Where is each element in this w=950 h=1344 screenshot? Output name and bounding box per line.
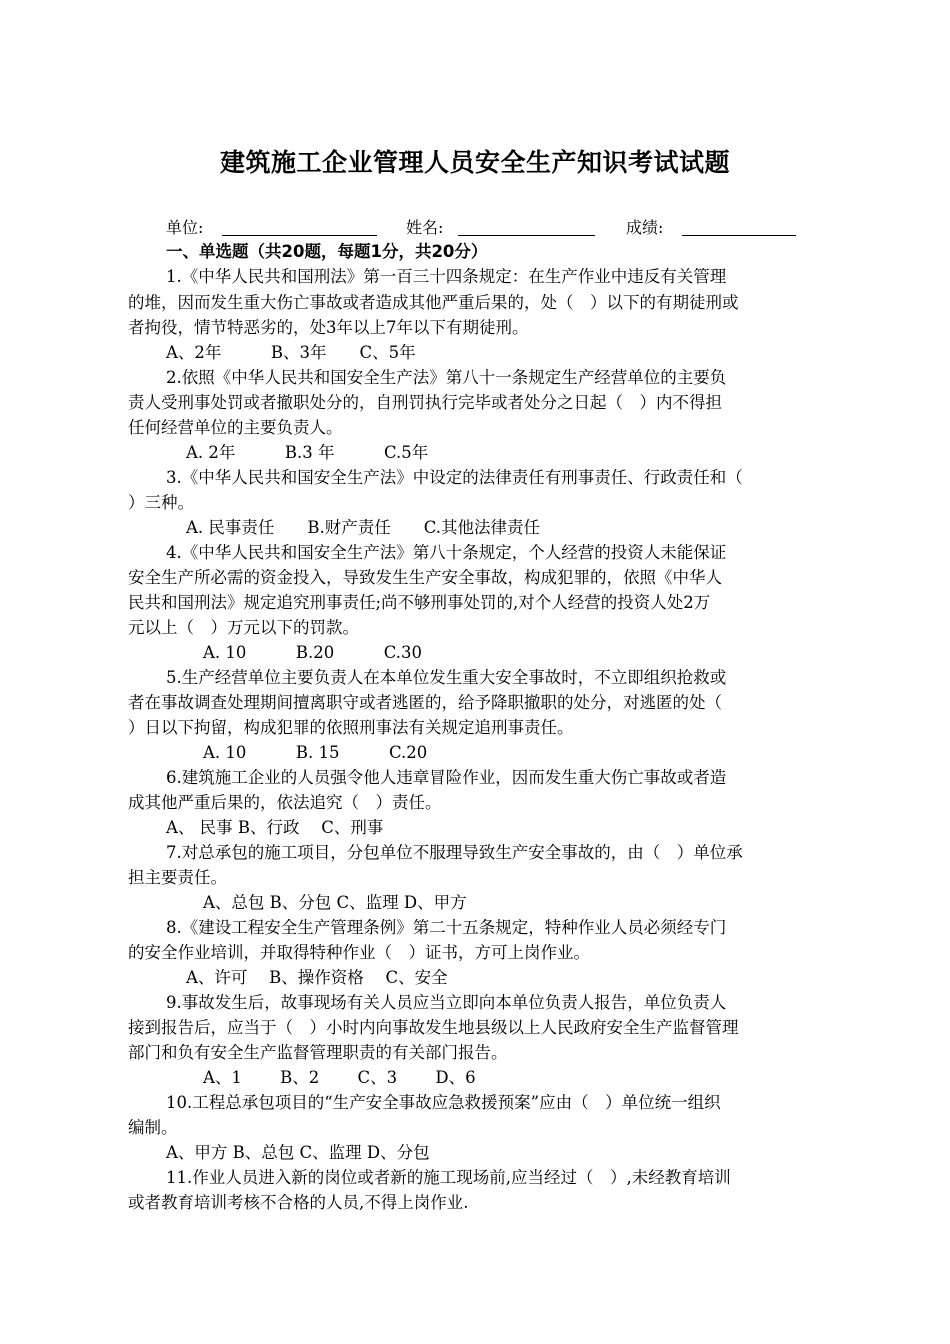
question-text: 2.依照《中华人民共和国安全生产法》第八十一条规定生产经营单位的主要负 bbox=[166, 368, 727, 387]
section-title: 一、单选题（共20题，每题1分，共20分） bbox=[166, 242, 488, 261]
question-options: A、许可 B、操作资格 C、安全 bbox=[186, 968, 448, 987]
question-text: 11.作业人员进入新的岗位或者新的施工现场前,应当经过（ ）,未经教育培训 bbox=[166, 1168, 731, 1187]
header-fields bbox=[166, 213, 826, 239]
question-options: A. 10 B.20 C.30 bbox=[203, 643, 423, 662]
question-options: A、总包 B、分包 C、监理 D、甲方 bbox=[203, 893, 467, 912]
question-text: 10.工程总承包项目的“生产安全事故应急救援预案”应由（ ）单位统一组织 bbox=[166, 1093, 721, 1112]
question-options: A、甲方 B、总包 C、监理 D、分包 bbox=[166, 1143, 430, 1162]
question-text: 编制。 bbox=[128, 1118, 178, 1137]
question-options: A. 2年 B.3 年 C.5年 bbox=[186, 443, 429, 462]
question-text: 安全生产所必需的资金投入，导致发生生产安全事故，构成犯罪的，依照《中华人 bbox=[128, 568, 722, 587]
question-text: 责人受刑事处罚或者撤职处分的，自刑罚执行完毕或者处分之日起（ ）内不得担 bbox=[128, 393, 722, 412]
question-text: 5.生产经营单位主要负责人在本单位发生重大安全事故时，不立即组织抢救或 bbox=[166, 668, 727, 687]
question-text: 8.《建设工程安全生产管理条例》第二十五条规定，特种作业人员必须经专门 bbox=[166, 918, 727, 937]
question-text: 任何经营单位的主要负责人。 bbox=[128, 418, 343, 437]
question-text: 者在事故调查处理期间擅离职守或者逃匿的，给予降职撤职的处分，对逃匿的处（ bbox=[128, 693, 722, 712]
question-text: 的堆，因而发生重大伤亡事故或者造成其他严重后果的，处（ ）以下的有期徒刑或 bbox=[128, 293, 739, 312]
question-options: A. 民事责任 B.财产责任 C.其他法律责任 bbox=[186, 518, 541, 537]
question-text: 者拘役，情节特恶劣的，处3年以上7年以下有期徒刑。 bbox=[128, 318, 529, 337]
page-title: 建筑施工企业管理人员安全生产知识考试试题 bbox=[219, 148, 730, 177]
question-text: 成其他严重后果的，依法追究（ ）责任。 bbox=[128, 793, 442, 812]
name-label: 姓名: bbox=[406, 218, 444, 237]
question-text: ）三种。 bbox=[128, 493, 194, 512]
question-text: ）日以下拘留，构成犯罪的依照刑事法有关规定追刑事责任。 bbox=[128, 718, 574, 737]
question-text: 7.对总承包的施工项目，分包单位不服理导致生产安全事故的，由（ ）单位承 bbox=[166, 843, 743, 862]
question-text: 的安全作业培训，并取得特种作业（ ）证书，方可上岗作业。 bbox=[128, 943, 590, 962]
unit-blank bbox=[222, 235, 377, 236]
question-options: A、2年 B、3年 C、5年 bbox=[166, 343, 416, 362]
question-options: A、1 B、2 C、3 D、6 bbox=[203, 1068, 476, 1087]
question-text: 1.《中华人民共和国刑法》第一百三十四条规定：在生产作业中违反有关管理 bbox=[166, 267, 727, 286]
question-text: 6.建筑施工企业的人员强令他人违章冒险作业，因而发生重大伤亡事故或者造 bbox=[166, 768, 727, 787]
question-text: 担主要责任。 bbox=[128, 868, 227, 887]
question-text: 3.《中华人民共和国安全生产法》中设定的法律责任有刑事责任、行政责任和（ bbox=[166, 468, 743, 487]
score-label: 成绩: bbox=[626, 218, 664, 237]
question-text: 接到报告后，应当于（ ）小时内向事故发生地县级以上人民政府安全生产监督管理 bbox=[128, 1018, 739, 1037]
question-text: 部门和负有安全生产监督管理职责的有关部门报告。 bbox=[128, 1043, 508, 1062]
question-text: 民共和国刑法》规定追究刑事责任;尚不够刑事处罚的,对个人经营的投资人处2万 bbox=[128, 593, 711, 612]
question-text: 元以上（ ）万元以下的罚款。 bbox=[128, 618, 359, 637]
question-text: 4.《中华人民共和国安全生产法》第八十条规定，个人经营的投资人未能保证 bbox=[166, 543, 727, 562]
question-text: 或者教育培训考核不合格的人员,不得上岗作业. bbox=[128, 1193, 469, 1212]
name-blank bbox=[458, 235, 595, 236]
unit-label: 单位: bbox=[166, 218, 204, 237]
question-text: 9.事故发生后，故事现场有关人员应当立即向本单位负责人报告，单位负责人 bbox=[166, 993, 727, 1012]
question-options: A、 民事 B、行政 C、刑事 bbox=[166, 818, 384, 837]
score-blank bbox=[682, 235, 796, 236]
question-options: A. 10 B. 15 C.20 bbox=[203, 743, 428, 762]
